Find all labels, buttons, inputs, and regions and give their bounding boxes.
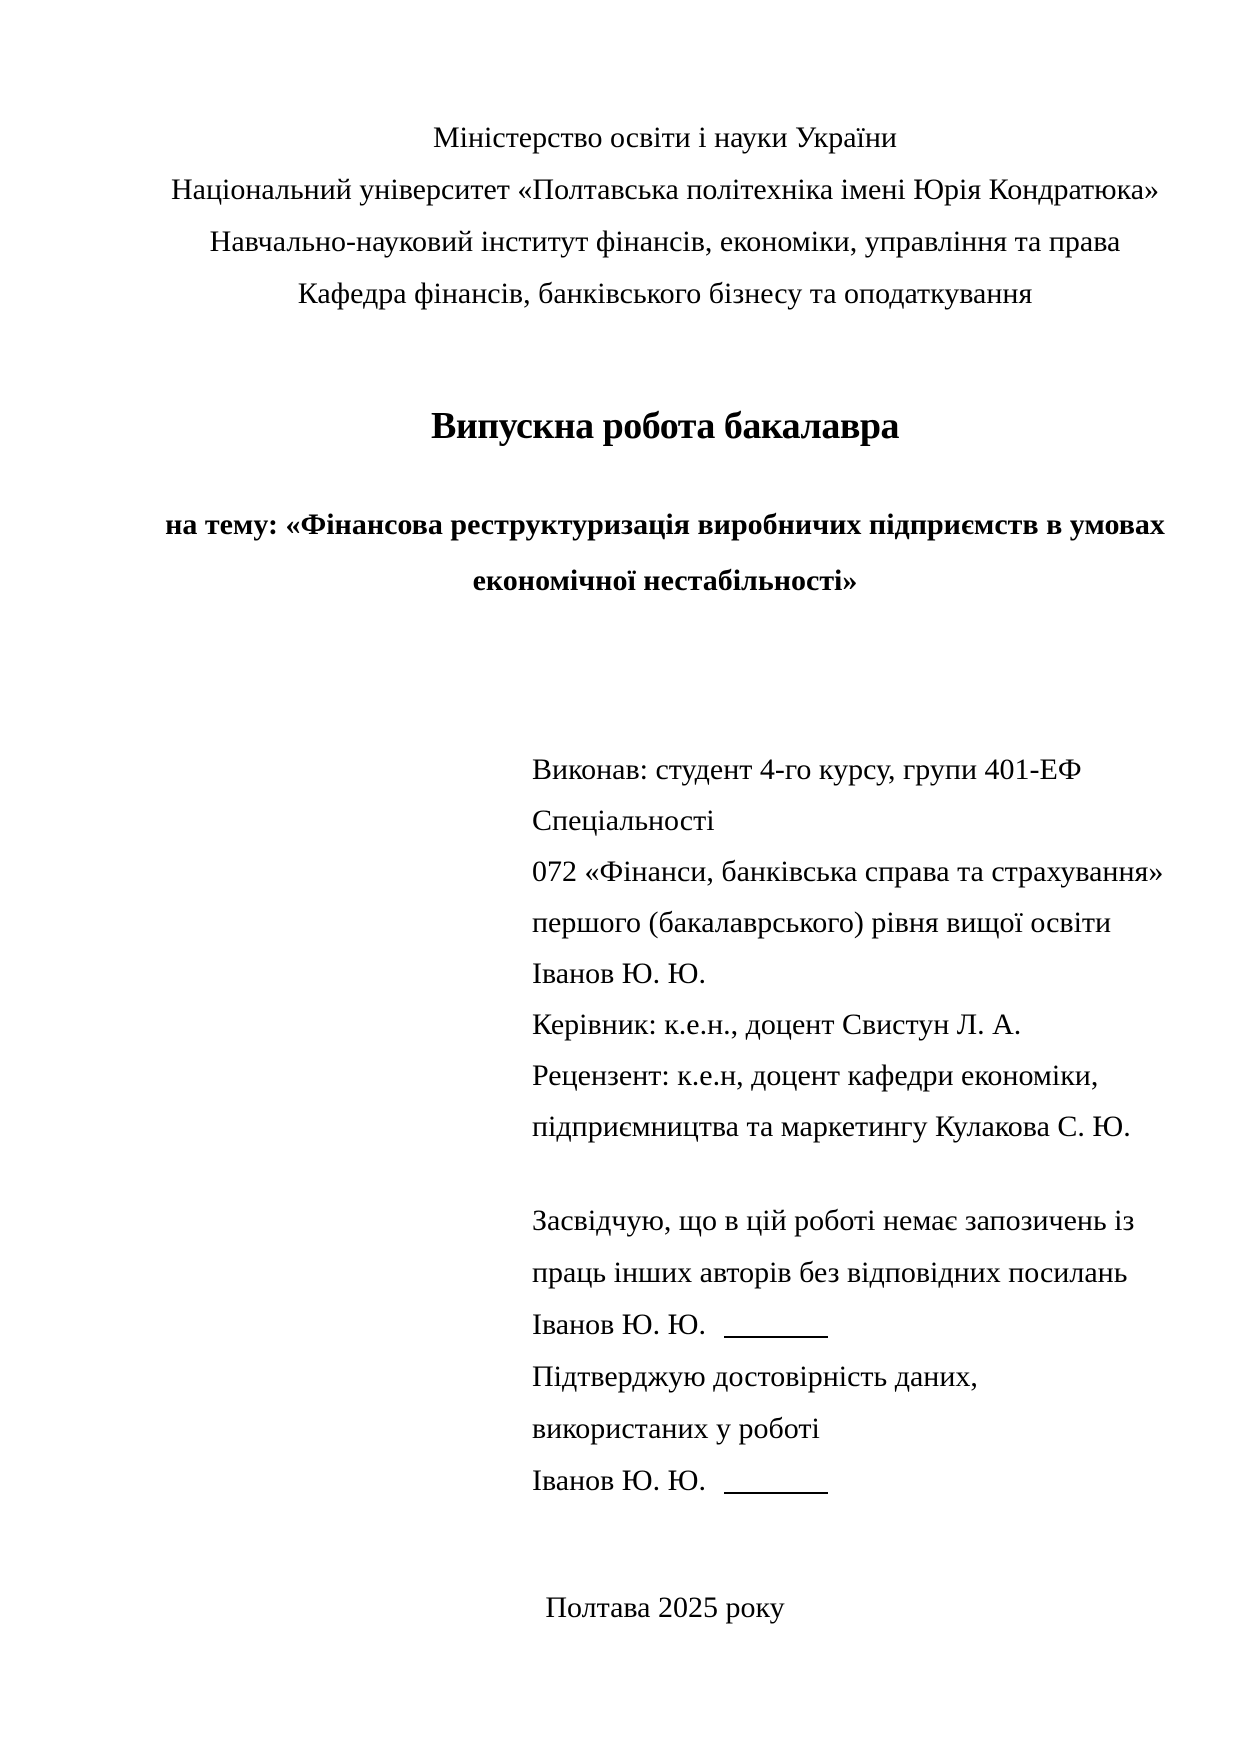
thesis-topic — [0, 497, 1240, 609]
institution-header — [0, 112, 1240, 320]
signature-row-1 — [532, 1299, 1134, 1351]
signature-line-1 — [724, 1336, 828, 1338]
university-name: Національний університет «Полтавська політехніка імені Юрія Кондратюка» — [170, 173, 1160, 206]
reviewer-line-2: підприємництва та маркетингу Кулакова С. Ю. — [532, 1110, 1131, 1143]
topic-line-2: економічної нестабільності» — [472, 564, 858, 597]
performer-line: Виконав: студент 4-го курсу, групи 401-ЕФ — [532, 753, 1082, 786]
topic-line-1: на тему: «Фінансова реструктуризація виробничих підприємств в умовах — [165, 508, 1165, 541]
statement-line-1: Засвідчую, що в цій роботі немає запозичень із — [532, 1204, 1135, 1237]
signer-name-2: Іванов Ю. Ю. — [532, 1464, 706, 1497]
certification-block — [532, 1195, 1134, 1507]
institute-name: Навчально-науковий інститут фінансів, економіки, управління та права — [209, 225, 1121, 258]
specialty-label: Спеціальності — [532, 804, 715, 837]
specialty-name: 072 «Фінанси, банківська справа та страхування» — [532, 855, 1164, 888]
student-name: Іванов Ю. Ю. — [532, 957, 706, 990]
ministry-name: Міністерство освіти і науки України — [432, 121, 897, 154]
signature-line-2 — [724, 1492, 828, 1494]
education-level: першого (бакалаврського) рівня вищої освіти — [532, 906, 1112, 939]
confirm-line-1: Підтверджую достовірність даних, — [532, 1360, 978, 1393]
document-title: Випускна робота бакалавра — [430, 405, 899, 447]
confirm-line-2: використаних у роботі — [532, 1412, 820, 1445]
city-year: Полтава 2025 року — [545, 1591, 785, 1624]
statement-line-2: праць інших авторів без відповідних посилань — [532, 1256, 1128, 1289]
author-info-block — [532, 744, 1163, 1152]
supervisor-line: Керівник: к.е.н., доцент Свистун Л. А. — [532, 1008, 1022, 1041]
reviewer-line-1: Рецензент: к.е.н, доцент кафедри економіки, — [532, 1059, 1099, 1092]
department-name: Кафедра фінансів, банківського бізнесу та оподаткування — [297, 277, 1033, 310]
signer-name-1: Іванов Ю. Ю. — [532, 1308, 706, 1341]
signature-row-2 — [532, 1455, 1134, 1507]
